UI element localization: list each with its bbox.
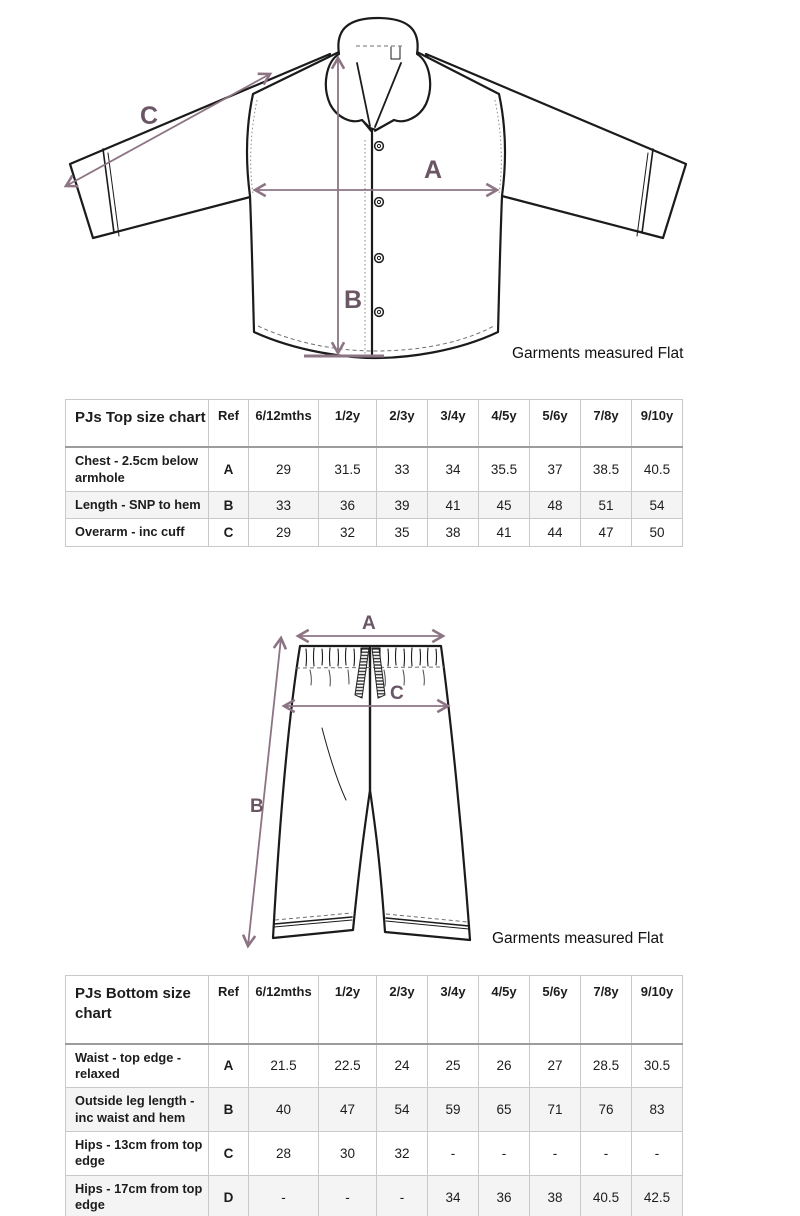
measurement-value: 50: [632, 519, 683, 546]
measurement-value: 21.5: [249, 1044, 319, 1088]
measurement-value: 32: [377, 1132, 428, 1176]
pj-bottom-size-table: [65, 975, 683, 1216]
pj-bottom-body: [273, 646, 470, 940]
measurement-value: 54: [632, 492, 683, 519]
measurement-value: 34: [428, 447, 479, 491]
measurement-value: 54: [377, 1088, 428, 1132]
measurement-label: Overarm - inc cuff: [66, 519, 209, 546]
measurement-ref: B: [209, 1088, 249, 1132]
measurement-value: 83: [632, 1088, 683, 1132]
measurement-value: 40.5: [581, 1175, 632, 1216]
measurement-value: 27: [530, 1044, 581, 1088]
measurement-value: 76: [581, 1088, 632, 1132]
table-row: [66, 1088, 683, 1132]
measurement-value: 29: [249, 519, 319, 546]
measurement-value: 30.5: [632, 1044, 683, 1088]
dim-label-bottom-c: C: [390, 683, 404, 704]
table-row: [66, 447, 683, 491]
measurement-value: 40: [249, 1088, 319, 1132]
measurement-value: 25: [428, 1044, 479, 1088]
measurement-value: 39: [377, 492, 428, 519]
table-row: [66, 1044, 683, 1088]
header-row: [66, 976, 683, 1044]
measurement-ref: C: [209, 519, 249, 546]
measurement-label: Outside leg length - inc waist and hem: [66, 1088, 209, 1132]
size-header: 1/2y: [319, 976, 377, 1044]
table-row: [66, 1132, 683, 1176]
measurement-label: Chest - 2.5cm below armhole: [66, 447, 209, 491]
header-row: [66, 400, 683, 448]
measurement-value: -: [249, 1175, 319, 1216]
size-header: 5/6y: [530, 400, 581, 448]
measurement-value: 36: [479, 1175, 530, 1216]
measurement-value: 51: [581, 492, 632, 519]
pj-top-flat-sketch: [58, 6, 702, 368]
dim-label-top-b: B: [344, 286, 363, 314]
measurement-label: Hips - 13cm from top edge: [66, 1132, 209, 1176]
table-title: PJs Top size chart: [66, 400, 209, 448]
size-header: 2/3y: [377, 976, 428, 1044]
measurement-label: Hips - 17cm from top edge: [66, 1175, 209, 1216]
measurement-value: -: [319, 1175, 377, 1216]
measurement-value: -: [377, 1175, 428, 1216]
ref-header: Ref: [209, 976, 249, 1044]
size-header: 6/12mths: [249, 400, 319, 448]
measurement-value: -: [479, 1132, 530, 1176]
measurement-ref: A: [209, 1044, 249, 1088]
measurement-value: 33: [377, 447, 428, 491]
size-header: 9/10y: [632, 976, 683, 1044]
size-header: 4/5y: [479, 976, 530, 1044]
measurement-value: 34: [428, 1175, 479, 1216]
measurement-value: 38.5: [581, 447, 632, 491]
measurement-value: 41: [479, 519, 530, 546]
size-header: 1/2y: [319, 400, 377, 448]
measurement-value: 35: [377, 519, 428, 546]
table-row: [66, 492, 683, 519]
dim-label-top-a: A: [424, 156, 443, 184]
dim-label-bottom-a: A: [362, 613, 376, 634]
measurement-value: 30: [319, 1132, 377, 1176]
measurement-value: 44: [530, 519, 581, 546]
measurement-value: 22.5: [319, 1044, 377, 1088]
measurement-label: Waist - top edge - relaxed: [66, 1044, 209, 1088]
table-row: [66, 519, 683, 546]
dim-label-bottom-b: B: [250, 796, 264, 817]
measurement-ref: D: [209, 1175, 249, 1216]
size-header: 5/6y: [530, 976, 581, 1044]
measured-flat-note-top: Garments measured Flat: [512, 345, 684, 362]
pj-top-collar: [326, 18, 430, 131]
dim-label-top-c: C: [140, 102, 159, 130]
measurement-value: 33: [249, 492, 319, 519]
pj-top-size-table: [65, 399, 683, 547]
measurement-value: -: [632, 1132, 683, 1176]
measurement-label: Length - SNP to hem: [66, 492, 209, 519]
measurement-value: 38: [530, 1175, 581, 1216]
measurement-value: -: [581, 1132, 632, 1176]
measurement-value: 40.5: [632, 447, 683, 491]
measurement-value: 36: [319, 492, 377, 519]
pj-bottom-flat-sketch: [232, 600, 488, 956]
measurement-value: 41: [428, 492, 479, 519]
table-row: [66, 1175, 683, 1216]
measurement-value: 47: [319, 1088, 377, 1132]
measurement-value: 42.5: [632, 1175, 683, 1216]
measurement-value: 48: [530, 492, 581, 519]
measurement-value: -: [530, 1132, 581, 1176]
measurement-value: 28: [249, 1132, 319, 1176]
table-title: PJs Bottom size chart: [66, 976, 209, 1044]
measurement-value: 37: [530, 447, 581, 491]
measurement-value: 32: [319, 519, 377, 546]
measurement-value: 45: [479, 492, 530, 519]
measurement-value: 38: [428, 519, 479, 546]
measurement-ref: C: [209, 1132, 249, 1176]
measurement-value: 35.5: [479, 447, 530, 491]
measurement-ref: A: [209, 447, 249, 491]
measurement-value: 24: [377, 1044, 428, 1088]
measurement-value: 29: [249, 447, 319, 491]
size-header: 6/12mths: [249, 976, 319, 1044]
size-header: 7/8y: [581, 976, 632, 1044]
measured-flat-note-bottom: Garments measured Flat: [492, 930, 664, 947]
measurement-value: -: [428, 1132, 479, 1176]
size-header: 7/8y: [581, 400, 632, 448]
measurement-value: 28.5: [581, 1044, 632, 1088]
size-header: 2/3y: [377, 400, 428, 448]
size-header: 4/5y: [479, 400, 530, 448]
ref-header: Ref: [209, 400, 249, 448]
size-header: 9/10y: [632, 400, 683, 448]
measurement-value: 71: [530, 1088, 581, 1132]
measurement-value: 26: [479, 1044, 530, 1088]
measurement-value: 65: [479, 1088, 530, 1132]
size-header: 3/4y: [428, 400, 479, 448]
size-header: 3/4y: [428, 976, 479, 1044]
measurement-ref: B: [209, 492, 249, 519]
measurement-value: 59: [428, 1088, 479, 1132]
measurement-value: 31.5: [319, 447, 377, 491]
measurement-value: 47: [581, 519, 632, 546]
